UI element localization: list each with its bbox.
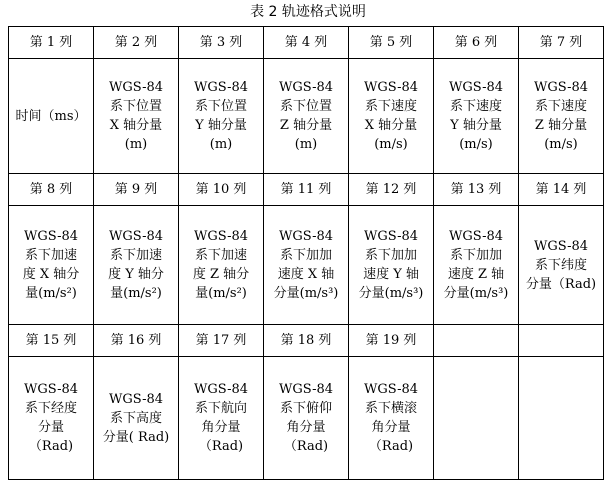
cell-text-line: 量(m/s²) — [25, 286, 77, 301]
content-row — [9, 206, 604, 325]
cell-text-line: 时间（ms） — [15, 108, 87, 124]
cell-text-line: (m) — [124, 137, 148, 152]
cell-text-line: X 轴分量 — [364, 118, 418, 133]
column-header-cell: 第 17 列 — [179, 325, 264, 357]
cell-text-line: WGS-84 — [193, 80, 249, 95]
description-cell — [179, 59, 264, 174]
header-row — [9, 27, 604, 59]
cell-text-line: WGS-84 — [278, 382, 334, 397]
cell-text-line: （Rad) — [283, 439, 329, 454]
column-header-cell: 第 14 列 — [519, 174, 604, 206]
cell-text-line: 系下加速 — [109, 248, 162, 263]
description-cell — [9, 206, 94, 325]
description-cell — [9, 357, 94, 480]
column-header-cell: 第 11 列 — [264, 174, 349, 206]
description-cell — [264, 59, 349, 174]
description-cell — [519, 206, 604, 325]
cell-text-line: 分量(m/s³) — [273, 286, 339, 301]
cell-text-line: 分量( Rad) — [102, 429, 170, 445]
column-header-cell: 第 8 列 — [9, 174, 94, 206]
description-cell — [264, 357, 349, 480]
cell-text-line: WGS-84 — [278, 80, 334, 95]
cell-text-line: 系下俯仰 — [279, 401, 332, 416]
header-row — [9, 325, 604, 357]
cell-text-line: (m/s) — [374, 137, 408, 152]
table-caption: 表 2 轨迹格式说明 — [250, 4, 366, 20]
cell-text-line: 系下速度 — [449, 99, 502, 114]
cell-text-line: (m) — [209, 137, 233, 152]
cell-text-line: 度 Z 轴分 — [192, 267, 250, 282]
description-cell — [349, 59, 434, 174]
cell-text-line: Z 轴分量 — [534, 118, 588, 133]
column-header-cell: 第 2 列 — [94, 27, 179, 59]
cell-text-line: Z 轴分量 — [279, 118, 333, 133]
cell-text-line: WGS-84 — [363, 80, 419, 95]
column-header-cell — [434, 325, 519, 357]
description-cell — [349, 357, 434, 480]
description-cell — [94, 59, 179, 174]
cell-text-line: X 轴分量 — [109, 118, 163, 133]
cell-text-line: 系下纬度 — [534, 257, 587, 273]
cell-text-line: WGS-84 — [533, 80, 589, 95]
content-row — [9, 357, 604, 480]
description-cell — [434, 206, 519, 325]
description-cell — [519, 357, 604, 480]
cell-text-line: 系下位置 — [109, 99, 162, 114]
column-header-cell: 第 18 列 — [264, 325, 349, 357]
column-header-cell — [519, 325, 604, 357]
description-cell — [9, 59, 94, 174]
cell-text-line: 分量(m/s³) — [358, 286, 424, 301]
cell-text-line: (m) — [294, 137, 318, 152]
description-cell — [264, 206, 349, 325]
column-header-cell: 第 5 列 — [349, 27, 434, 59]
cell-text-line: 系下速度 — [364, 99, 417, 114]
cell-text-line: 分量（Rad) — [525, 276, 597, 292]
description-cell — [179, 357, 264, 480]
cell-text-line: 系下加加 — [364, 248, 417, 263]
cell-text-line: WGS-84 — [23, 229, 79, 244]
description-cell — [179, 206, 264, 325]
cell-text-line: 速度 Y 轴 — [363, 267, 419, 282]
cell-text-line: 系下加加 — [279, 248, 332, 263]
cell-text-line: 系下加速 — [24, 248, 77, 263]
cell-text-line: WGS-84 — [23, 382, 79, 397]
cell-text-line: WGS-84 — [533, 238, 589, 254]
cell-text-line: 速度 Z 轴 — [447, 267, 505, 282]
cell-text-line: 度 X 轴分 — [22, 267, 80, 282]
cell-text-line: WGS-84 — [108, 80, 164, 95]
column-header-cell: 第 7 列 — [519, 27, 604, 59]
column-header-cell: 第 3 列 — [179, 27, 264, 59]
cell-text-line: 系下高度 — [109, 410, 162, 426]
description-cell — [94, 357, 179, 480]
cell-text-line: 系下横滚 — [364, 401, 417, 416]
cell-text-line: 分量(m/s³) — [443, 286, 509, 301]
cell-text-line: WGS-84 — [193, 382, 249, 397]
cell-text-line: 度 Y 轴分 — [108, 267, 164, 282]
column-header-cell: 第 4 列 — [264, 27, 349, 59]
cell-text-line: 系下位置 — [279, 99, 332, 114]
column-header-cell: 第 9 列 — [94, 174, 179, 206]
cell-text-line: 量(m/s²) — [195, 286, 247, 301]
cell-text-line: WGS-84 — [363, 229, 419, 244]
cell-text-line: 系下加加 — [449, 248, 502, 263]
cell-text-line: 速度 X 轴 — [277, 267, 335, 282]
description-cell — [94, 206, 179, 325]
description-cell — [349, 206, 434, 325]
cell-text-line: 角分量 — [201, 420, 241, 435]
cell-text-line: WGS-84 — [448, 229, 504, 244]
trajectory-format-table — [8, 26, 604, 480]
column-header-cell: 第 13 列 — [434, 174, 519, 206]
cell-text-line: （Rad) — [198, 439, 244, 454]
cell-text-line: WGS-84 — [448, 80, 504, 95]
cell-text-line: 系下加速 — [194, 248, 247, 263]
cell-text-line: （Rad) — [368, 439, 414, 454]
cell-text-line: (m/s) — [459, 137, 493, 152]
content-row — [9, 59, 604, 174]
header-row — [9, 174, 604, 206]
cell-text-line: WGS-84 — [108, 391, 164, 407]
cell-text-line: 分量 — [37, 420, 64, 435]
cell-text-line: WGS-84 — [278, 229, 334, 244]
cell-text-line: (m/s) — [544, 137, 578, 152]
cell-text-line: Y 轴分量 — [450, 118, 502, 133]
cell-text-line: 系下位置 — [194, 99, 247, 114]
description-cell — [434, 357, 519, 480]
cell-text-line: 量(m/s²) — [110, 286, 162, 301]
column-header-cell: 第 12 列 — [349, 174, 434, 206]
description-cell — [434, 59, 519, 174]
cell-text-line: WGS-84 — [108, 229, 164, 244]
description-cell — [519, 59, 604, 174]
cell-text-line: Y 轴分量 — [195, 118, 247, 133]
cell-text-line: WGS-84 — [363, 382, 419, 397]
cell-text-line: WGS-84 — [193, 229, 249, 244]
cell-text-line: 角分量 — [286, 420, 326, 435]
column-header-cell: 第 1 列 — [9, 27, 94, 59]
column-header-cell: 第 15 列 — [9, 325, 94, 357]
cell-text-line: 角分量 — [371, 420, 411, 435]
column-header-cell: 第 16 列 — [94, 325, 179, 357]
cell-text-line: 系下经度 — [24, 401, 77, 416]
column-header-cell: 第 19 列 — [349, 325, 434, 357]
column-header-cell: 第 6 列 — [434, 27, 519, 59]
cell-text-line: （Rad) — [28, 439, 74, 454]
column-header-cell: 第 10 列 — [179, 174, 264, 206]
cell-text-line: 系下航向 — [194, 401, 247, 416]
cell-text-line: 系下速度 — [534, 99, 587, 114]
